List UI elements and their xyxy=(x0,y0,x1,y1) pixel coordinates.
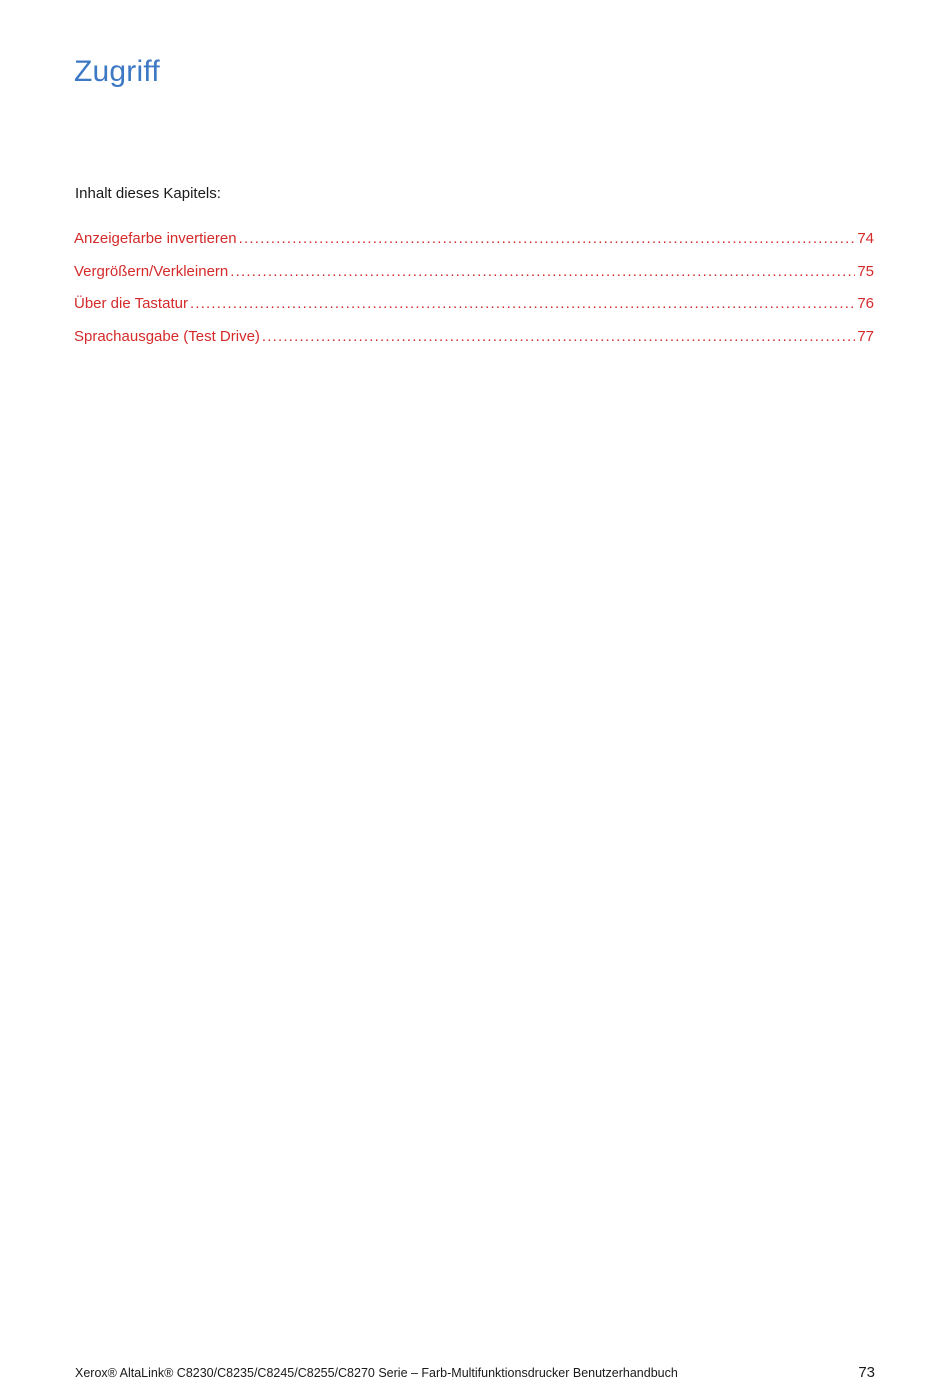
toc-dot-leader xyxy=(190,294,855,314)
toc-dot-leader xyxy=(262,327,855,347)
toc-entry-title[interactable]: Vergrößern/Verkleinern xyxy=(74,262,229,280)
chapter-title: Zugriff xyxy=(74,55,160,88)
footer-page-number: 73 xyxy=(858,1364,875,1381)
page-footer xyxy=(75,1364,875,1382)
toc-entry-page[interactable]: 77 xyxy=(857,328,874,346)
toc-entry-page[interactable]: 76 xyxy=(857,295,874,313)
toc-entry-title[interactable]: Anzeigefarbe invertieren xyxy=(74,230,237,247)
toc-entry-page[interactable]: 74 xyxy=(857,230,874,247)
table-of-contents xyxy=(74,229,874,360)
footer-product-text: Xerox® AltaLink® C8230/C8235/C8245/C8255/C8270 Serie – Farb-Multifunktionsdrucker Benutzerhandbuch xyxy=(75,1366,678,1380)
toc-entry-title[interactable]: Sprachausgabe (Test Drive) xyxy=(74,328,260,346)
toc-entry-page[interactable]: 75 xyxy=(857,262,874,280)
toc-entry-sprachausgabe[interactable] xyxy=(74,327,874,360)
toc-entry-anzeigefarbe-invertieren[interactable] xyxy=(74,229,874,262)
toc-entry-vergroessern-verkleinern[interactable] xyxy=(74,262,874,295)
toc-dot-leader xyxy=(239,229,856,249)
contents-intro: Inhalt dieses Kapitels: xyxy=(75,185,221,202)
toc-dot-leader xyxy=(230,262,855,282)
toc-entry-title[interactable]: Über die Tastatur xyxy=(74,295,188,313)
toc-entry-ueber-die-tastatur[interactable] xyxy=(74,294,874,327)
